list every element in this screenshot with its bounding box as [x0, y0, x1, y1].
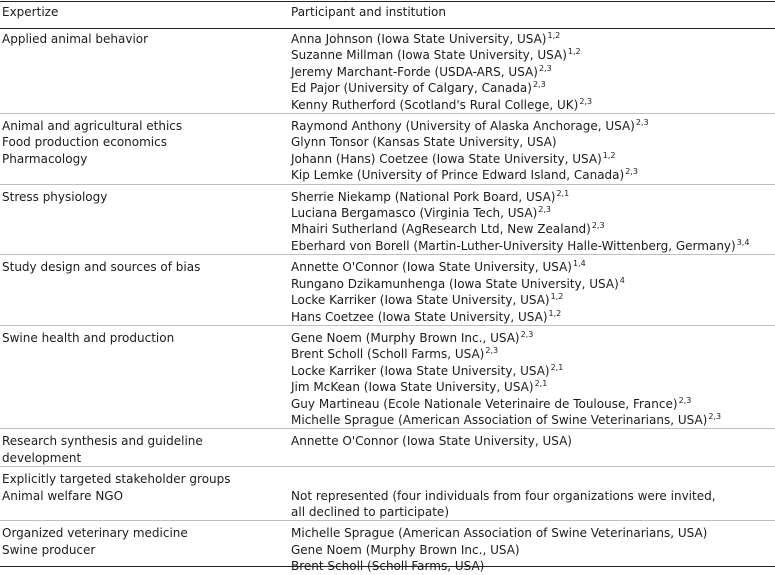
participant-entry [291, 189, 775, 205]
participant-cell [289, 521, 775, 575]
expertise-cell [0, 114, 289, 185]
participant-entry [291, 433, 775, 449]
participant-entry [291, 346, 775, 362]
table-row [0, 184, 775, 255]
participant-name: Eberhard von Borell (Martin-Luther-University Halle-Wittenberg, Germany) [291, 238, 736, 253]
participant-entry [291, 151, 775, 167]
expertise-label: Animal welfare NGO [2, 488, 124, 503]
expertise-label: Organized veterinary medicine [2, 526, 188, 541]
participant-name: Suzanne Millman (Iowa State University, USA) [291, 48, 567, 63]
participant-entry [291, 97, 775, 113]
participant-footnote: 2,3 [678, 395, 692, 405]
participant-entry [291, 558, 775, 574]
participant-name: Kip Lemke (University of Prince Edward Island, Canada) [291, 168, 625, 183]
participant-footnote: 1,2 [550, 292, 564, 302]
participant-name: Annette O'Connor (Iowa State University, USA) [291, 434, 572, 449]
participant-entry [291, 379, 775, 395]
participant-cell [289, 255, 775, 326]
participant-name: Gene Noem (Murphy Brown Inc., USA) [291, 542, 520, 557]
participant-name: Luciana Bergamasco (Virginia Tech, USA) [291, 206, 538, 221]
participant-cell [289, 467, 775, 521]
participant-cell [289, 325, 775, 428]
participant-cell [289, 114, 775, 185]
participant-name: Michelle Sprague (American Association of Swine Veterinarians, USA) [291, 412, 708, 427]
participant-name: Brent Scholl (Scholl Farms, USA) [291, 559, 485, 574]
participant-footnote: 2,3 [625, 167, 638, 177]
participant-cell [289, 429, 775, 467]
participant-footnote: 2,1 [556, 188, 570, 198]
participant-footnote: 1,4 [572, 259, 586, 269]
table-body [0, 28, 775, 575]
participant-footnote: 2,3 [538, 63, 552, 73]
expertise-label: development [2, 450, 82, 465]
participant-entry [291, 167, 775, 183]
table-row [0, 521, 775, 575]
participant-name: Gene Noem (Murphy Brown Inc., USA) [291, 330, 520, 345]
table-row [0, 28, 775, 114]
participant-name: Jeremy Marchant-Forde (USDA-ARS, USA) [291, 64, 538, 79]
participant-name: Raymond Anthony (University of Alaska Anchorage, USA) [291, 119, 635, 134]
table-row [0, 467, 775, 521]
participant-name: Brent Scholl (Scholl Farms, USA) [291, 347, 485, 362]
expertise-label: Study design and sources of bias [2, 260, 201, 275]
participant-footnote: 2,3 [708, 411, 722, 421]
expertise-label: Explicitly targeted stakeholder groups [2, 472, 231, 487]
participant-entry [291, 504, 775, 520]
participant-name: Johann (Hans) Coetzee (Iowa State University, USA) [291, 151, 602, 166]
participant-footnote: 2,1 [534, 379, 548, 389]
table-row [0, 255, 775, 326]
participant-entry [291, 47, 775, 63]
expertise-cell [0, 184, 289, 255]
header-participant: Participant and institution [291, 5, 446, 19]
participant-footnote: 2,3 [591, 221, 605, 231]
expertise-label: Animal and agricultural ethics [2, 119, 183, 134]
participant-entry [291, 205, 775, 221]
participant-name: Anna Johnson (Iowa State University, USA) [291, 32, 547, 46]
participant-entry [291, 525, 775, 541]
expertise-cell [0, 28, 289, 114]
expertise-cell [0, 429, 289, 467]
participant-footnote: 2,3 [485, 346, 499, 356]
participant-entry [291, 330, 775, 346]
participant-footnote: 2,3 [538, 205, 551, 215]
participant-name: Locke Karriker (Iowa State University, USA) [291, 363, 550, 378]
participant-name: Jim McKean (Iowa State University, USA) [291, 380, 534, 395]
participant-entry [291, 488, 775, 504]
participant-name: Hans Coetzee (Iowa State University, USA) [291, 309, 548, 324]
participant-entry [291, 118, 775, 134]
participant-name: Not represented (four individuals from four organizations were invited, [291, 488, 716, 503]
participant-footnote: 2,3 [532, 80, 546, 90]
participant-entry [291, 276, 775, 292]
participant-name: all declined to participate) [291, 504, 449, 519]
participant-cell [289, 184, 775, 255]
expertise-cell [0, 325, 289, 428]
expertise-label: Pharmacology [2, 151, 88, 166]
participant-entry [291, 292, 775, 308]
participant-name: Sherrie Niekamp (National Pork Board, USA) [291, 189, 556, 204]
participant-footnote: 2,1 [550, 362, 564, 372]
table-row [0, 429, 775, 467]
participant-footnote: 3,4 [736, 237, 750, 247]
table-row [0, 114, 775, 185]
participant-name: Michelle Sprague (American Association of Swine Veterinarians, USA) [291, 526, 708, 541]
participant-entry [291, 238, 775, 254]
participant-entry [291, 259, 775, 275]
expertise-cell [0, 255, 289, 326]
participant-entry [291, 471, 775, 487]
header-expertise: Expertize [2, 5, 59, 19]
expertise-label: Food production economics [2, 135, 167, 150]
expertise-cell [0, 521, 289, 575]
participant-name: Guy Martineau (Ecole Nationale Veterinaire de Toulouse, France) [291, 396, 678, 411]
participant-footnote: 1,2 [602, 150, 616, 160]
participant-entry [291, 309, 775, 325]
participant-name: Mhairi Sutherland (AgResearch Ltd, New Zealand) [291, 222, 591, 237]
participant-entry [291, 80, 775, 96]
participant-footnote: 2,3 [635, 118, 649, 128]
participant-name: Rungano Dzikamunhenga (Iowa State University, USA) [291, 276, 619, 291]
participant-entry [291, 31, 775, 47]
participant-footnote: 2,3 [579, 96, 593, 106]
table-row [0, 325, 775, 428]
participant-name: Locke Karriker (Iowa State University, USA) [291, 293, 550, 308]
participant-name: Kenny Rutherford (Scotland's Rural College, UK) [291, 97, 579, 112]
participant-entry [291, 542, 775, 558]
expertise-label: Swine health and production [2, 330, 175, 345]
participant-entry [291, 134, 775, 150]
participant-name: Ed Pajor (University of Calgary, Canada) [291, 81, 532, 96]
expertise-label: Research synthesis and guideline [2, 434, 203, 449]
header-row [0, 0, 775, 28]
participant-entry [291, 221, 775, 237]
participant-footnote: 1,2 [548, 308, 562, 318]
participant-entry [291, 363, 775, 379]
participant-entry [291, 396, 775, 412]
expertise-cell [0, 467, 289, 521]
participant-name: Glynn Tonsor (Kansas State University, USA) [291, 135, 557, 150]
participant-footnote: 2,3 [520, 329, 534, 339]
participant-entry [291, 412, 775, 428]
participant-footnote: 4 [619, 275, 625, 285]
participant-name: Annette O'Connor (Iowa State University, USA) [291, 260, 572, 275]
participant-footnote: 1,2 [567, 47, 581, 57]
participant-footnote: 1,2 [547, 31, 561, 40]
expertise-label: Applied animal behavior [2, 32, 149, 46]
participant-entry [291, 64, 775, 80]
expertise-label: Stress physiology [2, 189, 108, 204]
participant-cell [289, 28, 775, 114]
expertise-label: Swine producer [2, 542, 96, 557]
